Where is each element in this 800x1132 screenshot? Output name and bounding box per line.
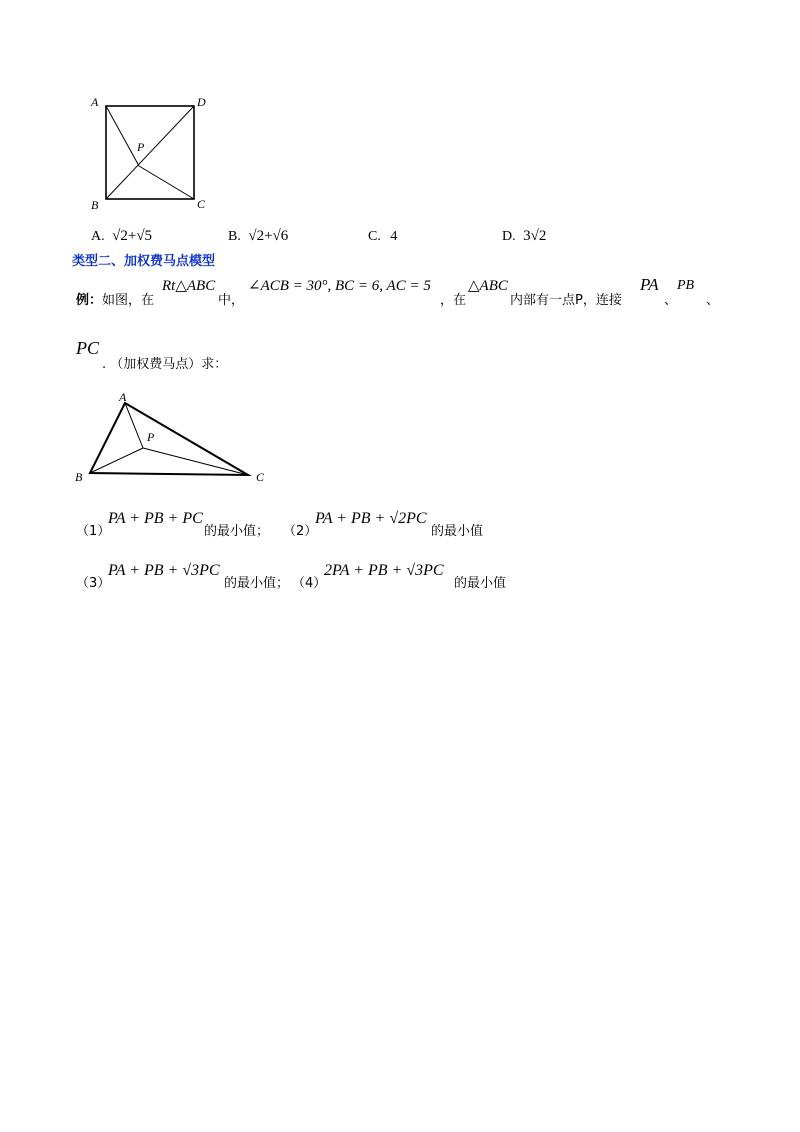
question-1-suffix: 的最小值； — [204, 524, 270, 539]
question-4-number: （4） — [292, 576, 327, 591]
label-b: B — [75, 470, 83, 484]
question-2-expr: PA + PB + √2PC — [315, 510, 427, 527]
question-4-expr: 2PA + PB + √3PC — [324, 562, 444, 579]
question-1-expr: PA + PB + PC — [108, 510, 203, 527]
example-prefix: 例： — [76, 293, 103, 308]
question-4-suffix: 的最小值 — [454, 576, 507, 591]
angle-condition: ∠ACB = 30°, BC = 6, AC = 5 — [248, 278, 431, 294]
label-p: P — [147, 430, 155, 444]
label-a: A — [91, 95, 99, 109]
segment-ap — [106, 106, 139, 166]
separator-2: 、 — [706, 293, 720, 308]
segment-bp — [90, 448, 143, 473]
option-a-value: √2+√5 — [112, 228, 153, 244]
segment-pc — [139, 166, 194, 199]
option-b-value: √2+√6 — [248, 228, 289, 244]
option-d-value: 3√2 — [523, 228, 547, 244]
option-c — [368, 229, 397, 245]
option-d-label: D. — [502, 229, 516, 244]
label-a: A — [119, 390, 127, 404]
example-text1: 如图，在 — [102, 293, 155, 308]
question-3-number: （3） — [76, 576, 111, 591]
question-2-number: （2） — [283, 524, 318, 539]
triangle-figure — [70, 388, 275, 488]
option-d — [502, 228, 546, 245]
label-p: P — [137, 140, 145, 154]
segment-pc-label: PC — [76, 338, 100, 358]
label-b: B — [91, 198, 99, 212]
diagonal-bd — [106, 106, 194, 199]
triangle-abc: △ABC — [468, 278, 508, 294]
option-b-label: B. — [228, 229, 241, 244]
separator-1: 、 — [664, 293, 678, 308]
question-3-suffix: 的最小值； — [224, 576, 290, 591]
example-text3: ，在 — [440, 293, 467, 308]
label-c: C — [256, 470, 265, 484]
option-b — [228, 228, 288, 245]
example-text2: 中， — [218, 293, 245, 308]
square-figure — [85, 90, 215, 215]
rt-triangle: Rt△ABC — [162, 278, 216, 294]
segment-pc — [143, 448, 248, 475]
option-c-label: C. — [368, 229, 381, 244]
option-a-label: A. — [91, 229, 105, 244]
segment-pb-label: PB — [677, 278, 695, 293]
option-c-value: 4 — [390, 229, 398, 244]
segment-pa-label: PA — [640, 275, 659, 294]
label-d: D — [197, 95, 206, 109]
example-text5: . （加权费马点）求： — [102, 357, 228, 372]
example-text4: 内部有一点P，连接 — [510, 293, 622, 308]
triangle-outline — [90, 403, 248, 475]
segment-ap — [125, 403, 143, 448]
question-3-expr: PA + PB + √3PC — [108, 562, 220, 579]
option-a — [91, 228, 152, 245]
question-2-suffix: 的最小值 — [431, 524, 484, 539]
question-1-number: （1） — [76, 524, 111, 539]
section-heading: 类型二、加权费马点模型 — [72, 254, 216, 269]
label-c: C — [197, 197, 206, 211]
